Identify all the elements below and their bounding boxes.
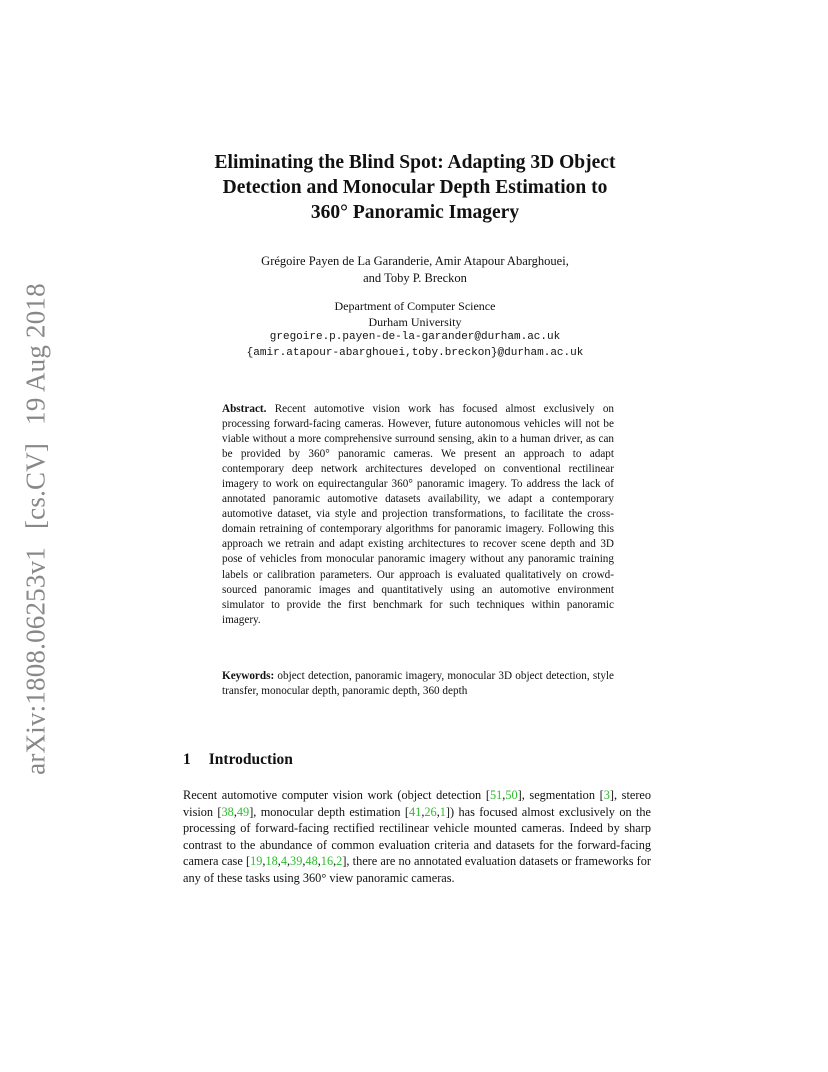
author-list bbox=[150, 253, 680, 287]
intro-text: , bbox=[436, 804, 440, 819]
intro-text: , bbox=[302, 854, 306, 869]
section-number: 1 bbox=[183, 751, 191, 768]
intro-text: , bbox=[233, 804, 237, 819]
citation-link[interactable]: 48 bbox=[305, 854, 318, 869]
intro-text: , bbox=[277, 854, 281, 869]
abstract bbox=[222, 402, 614, 628]
abstract-text: Recent automotive vision work has focused almost exclusively on processing forward-facing cameras. However, future autonomous vehicles will not be viable without a more comprehensive surround sensing, akin to a human driver, as can be provided by 360° panoramic cameras. We present an approach to adapt contemporary deep network architectures developed on conventional rectilinear imagery to work on equirectangular 360° panoramic imagery. To address the lack of annotated panoramic automotive datasets availability, we adapt a contemporary automotive dataset, via style and projection transformations, to facilitate the cross-domain retraining of contemporary algorithms for panoramic imagery. Following this approach we retrain and adapt existing architectures to recover scene depth and 3D pose of vehicles from monocular panoramic imagery without any panoramic training labels or calibration parameters. Our approach is evaluated qualitatively on crowd-sourced panoramic images and quantitatively using an automotive environment simulator to provide the first benchmark for such techniques within panoramic imagery. bbox=[222, 403, 615, 626]
citation-link[interactable]: 16 bbox=[320, 854, 334, 869]
citation-link[interactable]: 2 bbox=[336, 854, 343, 869]
arxiv-identifier bbox=[21, 265, 52, 775]
title-line-1: Eliminating the Blind Spot: Adapting 3D Object bbox=[214, 152, 616, 173]
citation-link[interactable]: 38 bbox=[221, 804, 234, 819]
keywords bbox=[222, 669, 614, 699]
keywords-label: Keywords: bbox=[222, 670, 275, 682]
department: Department of Computer Science bbox=[334, 299, 496, 313]
citation-link[interactable]: 41 bbox=[409, 804, 422, 819]
citation-link[interactable]: 1 bbox=[439, 804, 446, 819]
citation-link[interactable]: 4 bbox=[280, 854, 287, 869]
citation-link[interactable]: 18 bbox=[265, 854, 278, 869]
intro-text: , bbox=[333, 854, 337, 869]
intro-text: ]) has focused almost exclusively on the processing of forward-facing rectified rectilinear vehicle mounted cameras. Indeed by sharp contrast to the abundance of common evaluation criteria and datasets for the forward-facing camera case [ bbox=[183, 804, 651, 869]
intro-text: , bbox=[502, 788, 506, 802]
section-title: Introduction bbox=[208, 751, 293, 768]
citation-link[interactable]: 51 bbox=[489, 788, 503, 802]
intro-text: ], monocular depth estimation [ bbox=[249, 804, 410, 819]
email-secondary: {amir.atapour-abarghouei,toby.breckon}@durham.ac.uk bbox=[246, 346, 584, 359]
paper-title bbox=[150, 150, 680, 225]
keywords-text: object detection, panoramic imagery, monocular 3D object detection, style transfer, monocular depth, panoramic depth, 360 depth bbox=[222, 670, 614, 698]
arxiv-date: 19 Aug 2018 bbox=[20, 283, 51, 425]
intro-text: ], stereo vision [ bbox=[183, 788, 652, 819]
intro-text: , bbox=[262, 854, 266, 869]
title-line-2: Detection and Monocular Depth Estimation to bbox=[222, 177, 608, 198]
intro-text: , bbox=[286, 854, 291, 869]
citation-link[interactable]: 19 bbox=[250, 854, 263, 869]
citation-link[interactable]: 26 bbox=[424, 804, 437, 819]
section-heading bbox=[183, 751, 293, 769]
authors-line-1: Grégoire Payen de La Garanderie, Amir Atapour Abarghouei, bbox=[261, 254, 569, 268]
citation-link[interactable]: 39 bbox=[290, 854, 303, 869]
citation-link[interactable]: 50 bbox=[505, 788, 518, 802]
arxiv-category: [cs.CV] bbox=[20, 442, 51, 530]
intro-text: , bbox=[317, 854, 321, 869]
email-primary: gregoire.p.payen-de-la-garander@durham.ac.uk bbox=[269, 331, 561, 343]
intro-text: ], there are no annotated evaluation datasets or frameworks for any of these tasks using 360° view panoramic cameras. bbox=[183, 854, 651, 885]
intro-text: ], segmentation [ bbox=[517, 788, 604, 802]
intro-text: , bbox=[421, 804, 425, 819]
intro-paragraph bbox=[183, 787, 651, 887]
authors-line-2: and Toby P. Breckon bbox=[363, 271, 467, 285]
title-line-3: 360° Panoramic Imagery bbox=[310, 202, 520, 223]
citation-link[interactable]: 49 bbox=[236, 804, 250, 819]
intro-text: Recent automotive computer vision work (object detection [ bbox=[183, 788, 490, 802]
arxiv-id: arXiv:1808.06253v1 bbox=[20, 547, 51, 775]
citation-link[interactable]: 3 bbox=[603, 788, 610, 802]
affiliation bbox=[150, 299, 680, 361]
abstract-label: Abstract. bbox=[222, 403, 267, 415]
university: Durham University bbox=[368, 314, 462, 329]
